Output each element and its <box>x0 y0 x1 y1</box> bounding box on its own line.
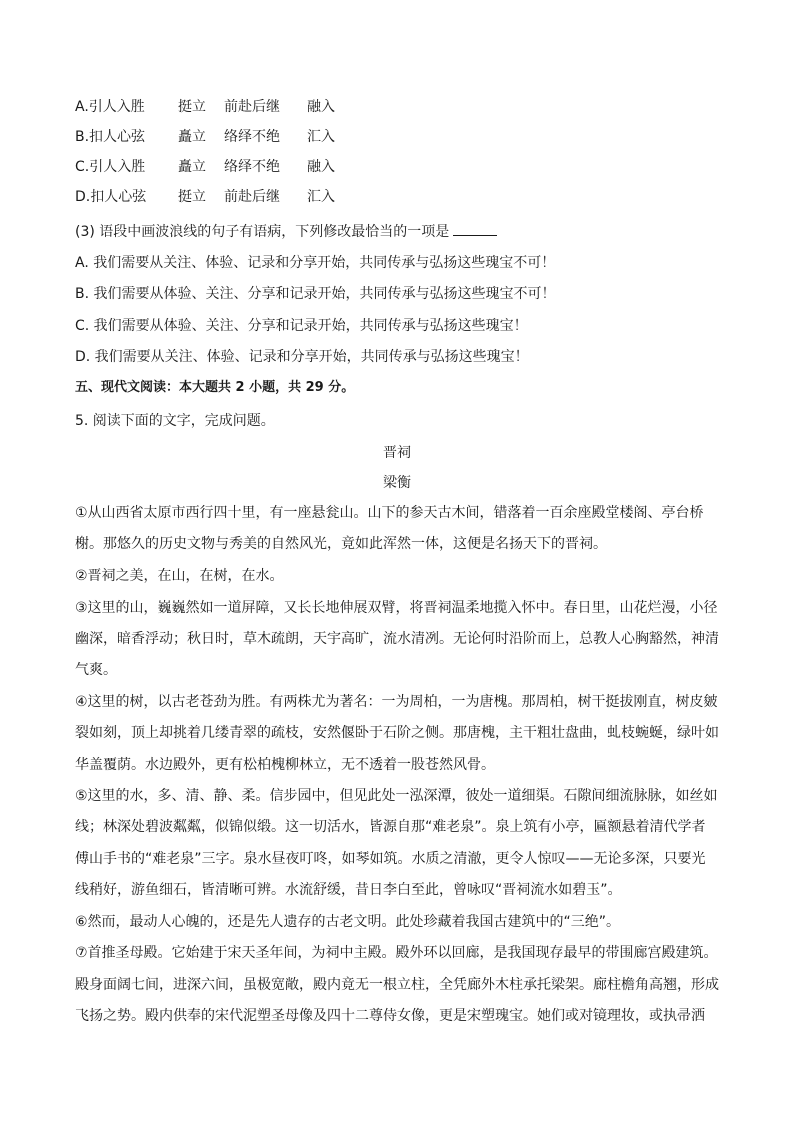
article-line: ①从山西省太原市西行四十里，有一座悬瓮山。山下的参天古木间，错落着一百余座殿堂楼阁、亭台桥 <box>75 505 704 521</box>
choice-word-2: 前赴后继 <box>224 189 280 205</box>
choice-word-3: 汇入 <box>307 129 335 145</box>
article-line: ⑥然而，最动人心魄的，还是先人遗存的古老文明。此处珍藏着我国古建筑中的“三绝”。 <box>75 914 621 930</box>
section-heading: 五、现代文阅读：本大题共 2 小题，共 29 分。 <box>75 380 355 395</box>
choice-word-3: 汇入 <box>307 189 335 205</box>
article-line: 气爽。 <box>75 662 117 678</box>
answer-blank <box>453 221 497 236</box>
choice-word-1: 矗立 <box>178 129 206 145</box>
article-line: 线稍好，游鱼细石，皆清晰可辨。水流舒缓，昔日李白至此，曾咏叹“晋祠流水如碧玉”。 <box>75 882 622 898</box>
choice-word-1: 挺立 <box>178 99 206 115</box>
article-line: ⑤这里的水，多、清、静、柔。信步园中，但见此处一泓深潭，彼处一道细渠。石隙间细流脉脉，如丝如 <box>75 788 718 804</box>
choice-label: C.引人入胜 <box>75 159 146 175</box>
choice-word-1: 挺立 <box>178 189 206 205</box>
q3-option-c: C. 我们需要从体验、关注、分享和记录开始，共同传承与弘扬这些瑰宝！ <box>75 318 528 334</box>
article-line: ②晋祠之美，在山，在树，在水。 <box>75 568 284 584</box>
choice-word-2: 络绎不绝 <box>224 129 280 145</box>
question-5-intro: 5. 阅读下面的文字，完成问题。 <box>75 413 275 429</box>
choice-word-2: 前赴后继 <box>224 99 280 115</box>
question-3-stem <box>75 221 497 242</box>
choice-word-3: 融入 <box>307 159 335 175</box>
choice-label: A.引人入胜 <box>75 99 145 115</box>
choice-word-3: 融入 <box>307 99 335 115</box>
article-line: 榭。那悠久的历史文物与秀美的自然风光，竟如此浑然一体，这便是名扬天下的晋祠。 <box>75 536 607 552</box>
q3-option-d: D. 我们需要从关注、体验、记录和分享开始，共同传承与弘扬这些瑰宝！ <box>75 349 529 365</box>
article-line: ③这里的山，巍巍然如一道屏障，又长长地伸展双臂，将晋祠温柔地揽入怀中。春日里，山花烂漫，小径 <box>75 600 718 616</box>
article-line: ⑦首推圣母殿。它始建于宋天圣年间，为祠中主殿。殿外环以回廊，是我国现存最早的带围廊宫殿建筑。 <box>75 945 718 961</box>
article-line: 傅山手书的“难老泉”三字。泉水昼夜叮咚，如琴如筑。水质之清澈，更令人惊叹——无论多深，只要光 <box>75 851 706 867</box>
q3-option-a: A. 我们需要从关注、体验、记录和分享开始，共同传承与弘扬这些瑰宝不可！ <box>75 255 556 271</box>
article-line: ④这里的树，以古老苍劲为胜。有两株尤为著名：一为周柏，一为唐槐。那周柏，树干挺拔刚直，树皮皴 <box>75 694 718 710</box>
q3-option-b: B. 我们需要从体验、关注、分享和记录开始，共同传承与弘扬这些瑰宝不可！ <box>75 286 556 302</box>
article-line: 殿身面阔七间，进深六间，虽极宽敞，殿内竟无一根立柱，全凭廊外木柱承托梁架。廊柱檐角高翘，形成 <box>75 977 719 993</box>
article-line: 线；林深处碧波粼粼，似锦似缎。这一切活水，皆源自那“难老泉”。泉上筑有小亭，匾额悬着清代学者 <box>75 819 706 835</box>
article-author: 梁衡 <box>383 475 411 491</box>
article-line: 华盖覆荫。水边殿外，更有松柏槐柳林立，无不透着一股苍然风骨。 <box>75 757 495 773</box>
article-line: 幽深，暗香浮动；秋日时，草木疏朗，天宇高旷，流水清冽。无论何时沿阶而上，总教人心胸豁然，神清 <box>75 631 719 647</box>
article-line: 飞扬之势。殿内供奉的宋代泥塑圣母像及四十二尊侍女像，更是宋塑瑰宝。她们或对镜理妆，或执帚洒 <box>75 1008 705 1024</box>
article-line: 裂如刻，顶上却挑着几缕青翠的疏枝，安然偃卧于石阶之侧。那唐槐，主干粗壮盘曲，虬枝蜿蜒，绿叶如 <box>75 725 719 741</box>
choice-word-1: 矗立 <box>178 159 206 175</box>
choice-label: D.扣人心弦 <box>75 189 147 205</box>
choice-label: B.扣人心弦 <box>75 129 146 145</box>
article-title: 晋祠 <box>383 445 411 461</box>
question-3-text: (3) 语段中画波浪线的句子有语病，下列修改最恰当的一项是 <box>75 224 450 240</box>
choice-word-2: 络绎不绝 <box>224 159 280 175</box>
